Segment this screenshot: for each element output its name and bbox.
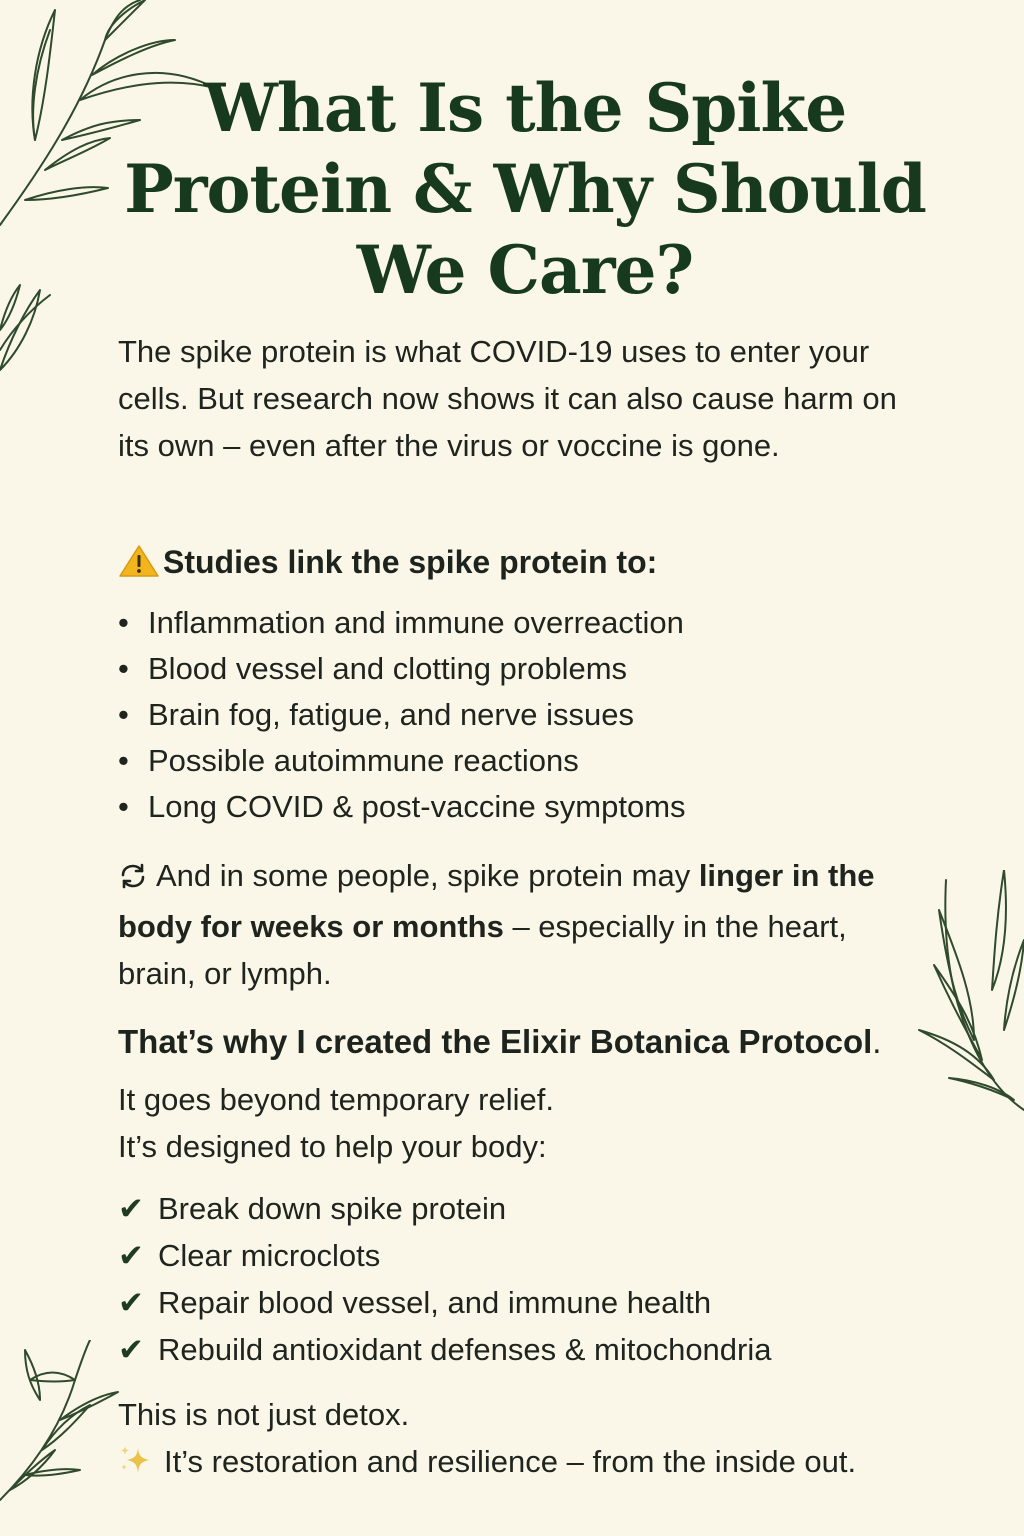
closing-line-1: This is not just detox. [118, 1397, 410, 1432]
benefits-checklist [118, 1185, 772, 1373]
checklist-item: ✔ Repair blood vessel, and immune health [118, 1279, 772, 1326]
warning-icon [118, 544, 160, 587]
list-item: • Blood vessel and clotting problems [118, 646, 686, 692]
protocol-line-2: It’s designed to help your body: [118, 1129, 547, 1164]
checklist-item: ✔ Rebuild antioxidant defenses & mitochondria [118, 1326, 772, 1373]
title-line-1: What Is the Spike [203, 69, 847, 147]
checkmark-icon: ✔ [118, 1285, 144, 1320]
title-line-2: Protein & Why Should [124, 150, 926, 228]
studies-heading-text: Studies link the spike protein to: [163, 544, 658, 580]
closing-section [118, 1391, 998, 1489]
studies-heading [118, 542, 657, 587]
checkmark-icon: ✔ [118, 1191, 144, 1226]
checkmark-icon: ✔ [118, 1332, 144, 1367]
cycle-icon [118, 856, 148, 903]
leaf-branch-right-icon [914, 870, 1024, 1140]
protocol-heading: That’s why I created the Elixir Botanica Protocol. [118, 1023, 882, 1060]
bullet-icon: • [118, 743, 129, 778]
linger-emphasis: linger in the body for weeks or months [118, 858, 875, 944]
checklist-item: ✔ Break down spike protein [118, 1185, 772, 1232]
list-item: • Long COVID & post-vaccine symptoms [118, 784, 686, 830]
checkmark-icon: ✔ [118, 1238, 144, 1273]
page-title [70, 68, 980, 311]
protocol-line-1: It goes beyond temporary relief. [118, 1082, 554, 1117]
protocol-intro [118, 1076, 928, 1170]
bullet-icon: • [118, 697, 129, 732]
bullet-icon: • [118, 651, 129, 686]
list-item: • Possible autoimmune reactions [118, 738, 686, 784]
bullet-icon: • [118, 605, 129, 640]
studies-list [118, 600, 686, 830]
list-item: • Inflammation and immune overreaction [118, 600, 686, 646]
intro-paragraph: The spike protein is what COVID-19 uses to enter your cells. But research now shows it can also cause harm on its own – even after the virus or voccine is gone. [118, 334, 897, 463]
sparkle-icon [118, 1442, 152, 1489]
title-line-3: We Care? [356, 231, 694, 309]
closing-line-2: It’s restoration and resilience – from the inside out. [118, 1438, 998, 1489]
leaf-branch-bottom-left-icon [0, 1340, 120, 1530]
bullet-icon: • [118, 789, 129, 824]
linger-paragraph: And in some people, spike protein may linger in the body for weeks or months – especially in the heart, brain, or lymph. [118, 858, 875, 991]
checklist-item: ✔ Clear microclots [118, 1232, 772, 1279]
list-item: • Brain fog, fatigue, and nerve issues [118, 692, 686, 738]
